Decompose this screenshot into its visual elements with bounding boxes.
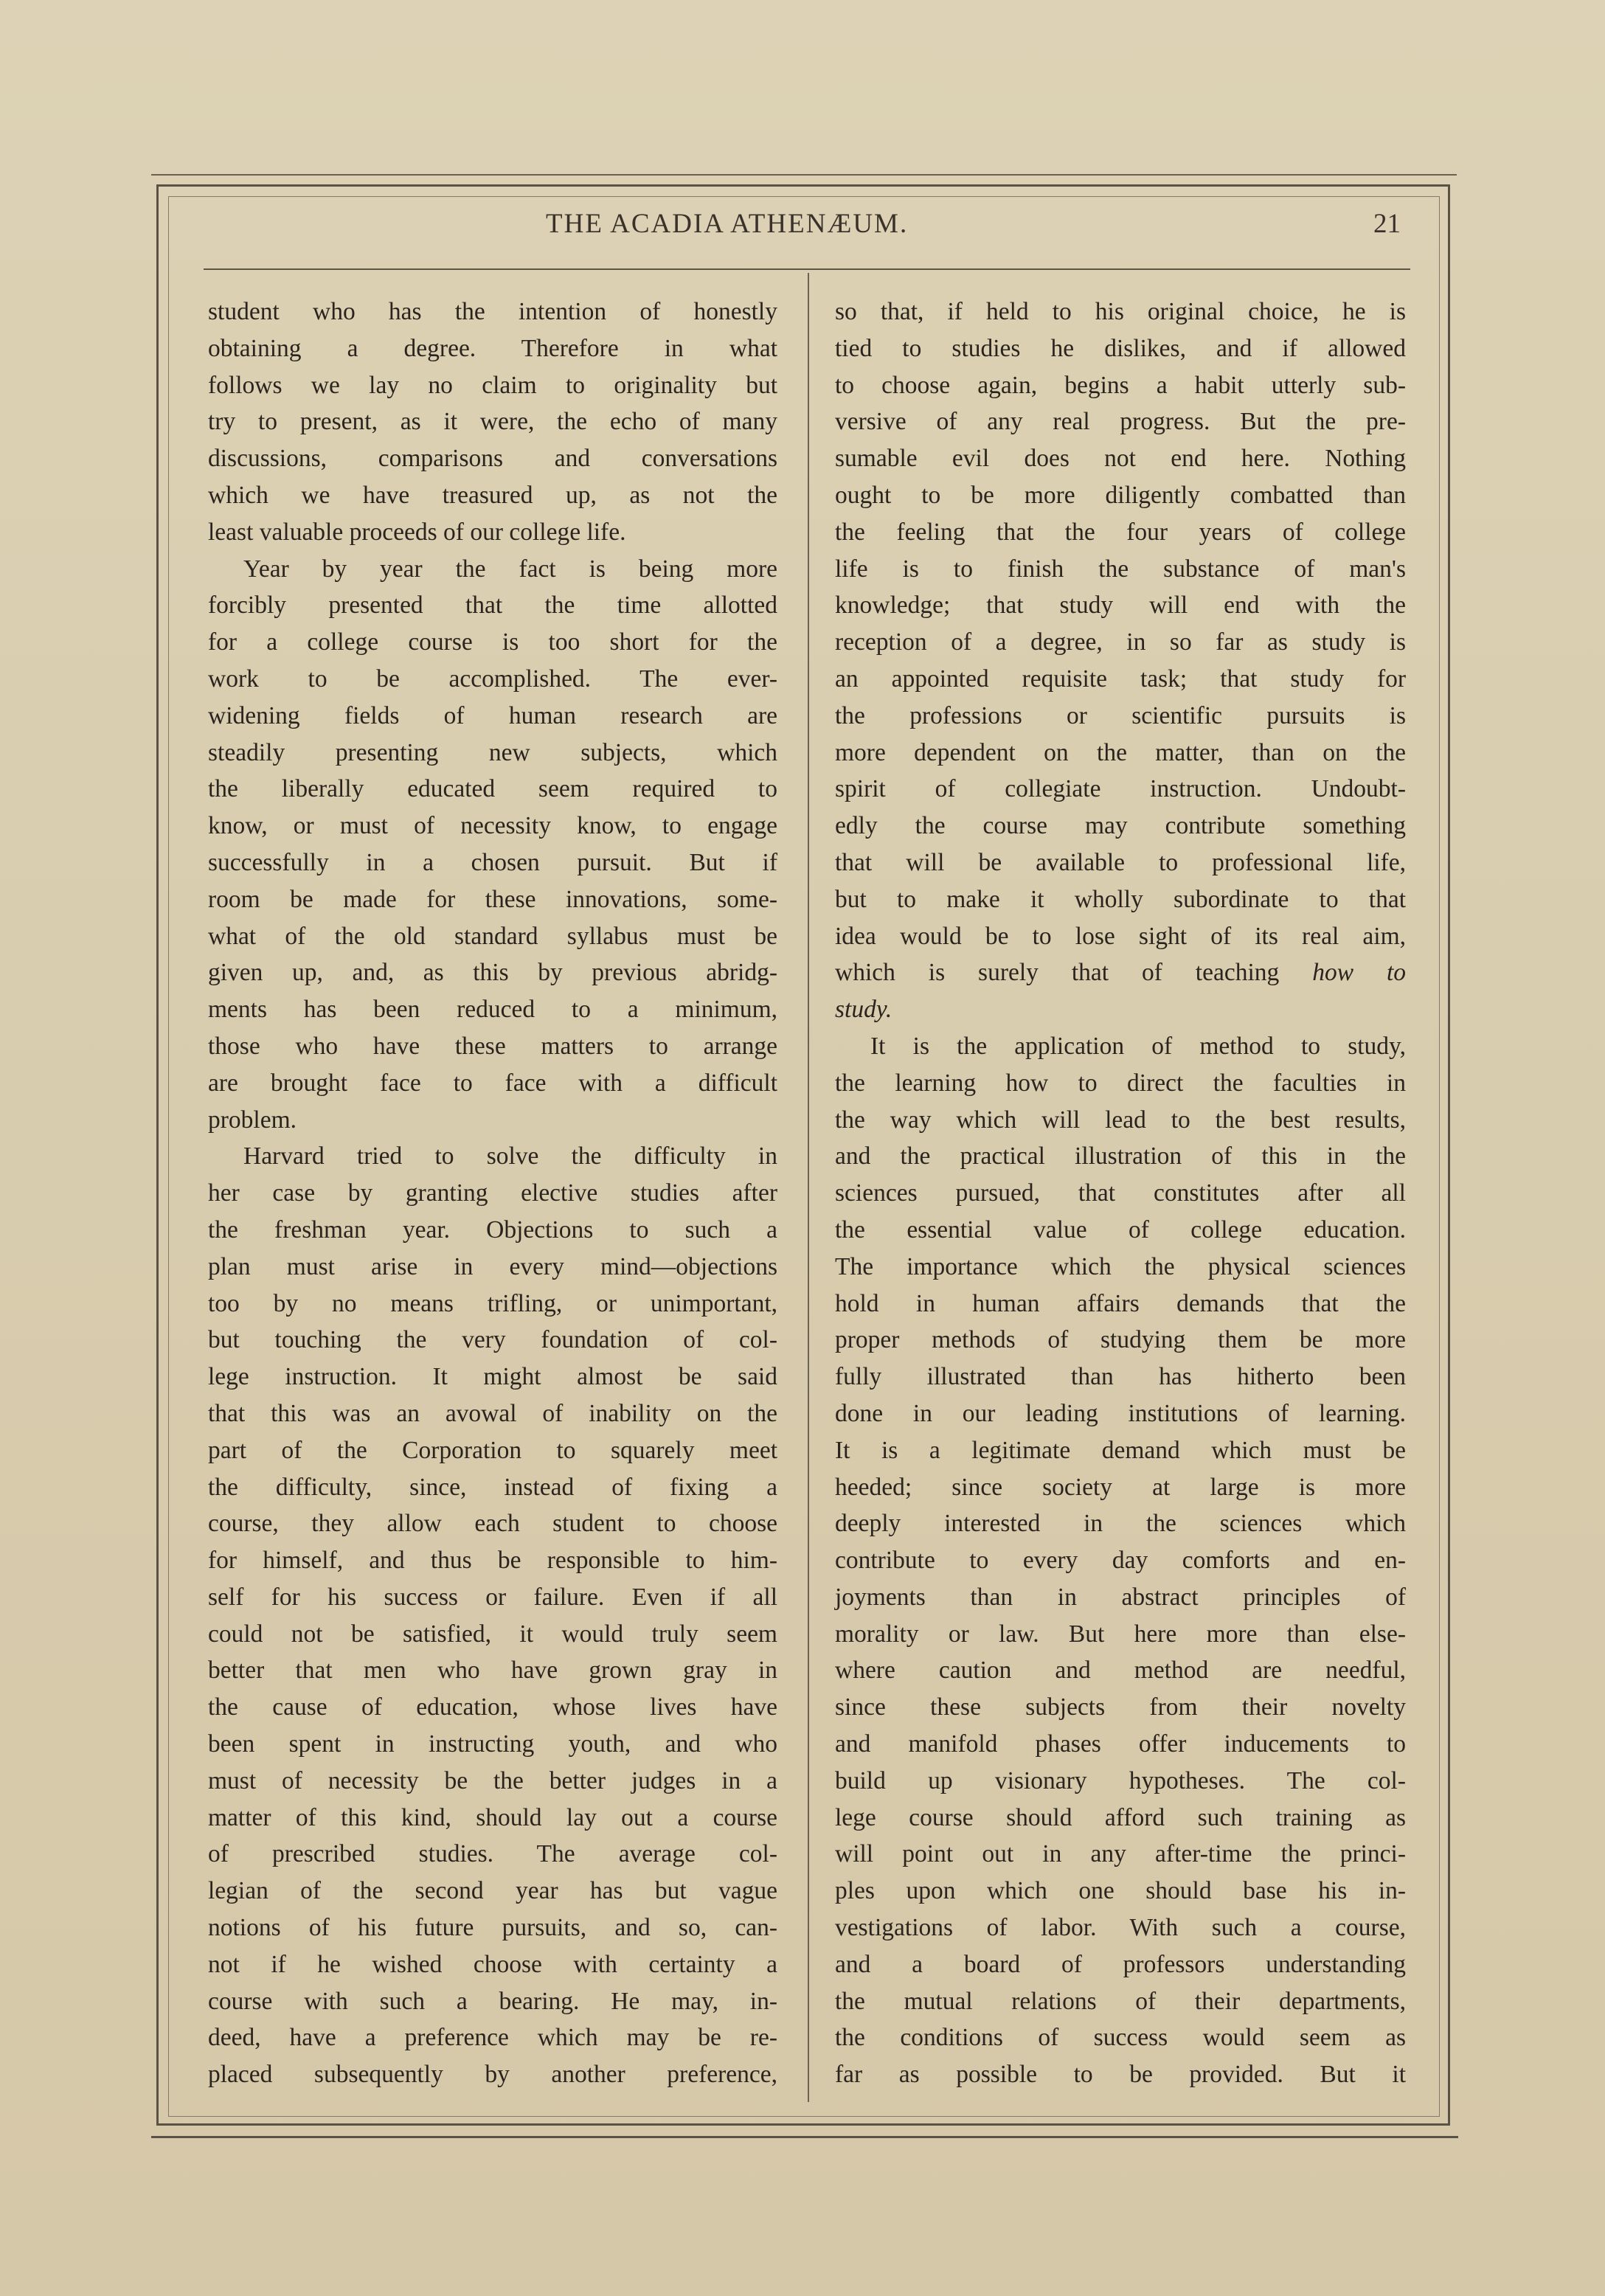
line-text: matter of this kind, should lay out a course	[208, 1803, 777, 1831]
line-text: the mutual relations of their departments,	[835, 1987, 1406, 2015]
text-line	[208, 1689, 777, 1726]
text-line	[835, 294, 1406, 330]
left-column	[208, 294, 777, 2093]
text-line	[208, 1469, 777, 1506]
text-line	[835, 1983, 1406, 2020]
line-text: ples upon which one should base his in-	[835, 1877, 1406, 1905]
text-line	[835, 1212, 1406, 1249]
text-line	[835, 1652, 1406, 1689]
line-text: better that men who have grown gray in	[208, 1657, 777, 1685]
text-line	[835, 624, 1406, 661]
text-line	[208, 1322, 777, 1359]
line-text: placed subsequently by another preference,	[208, 2061, 777, 2089]
text-line	[208, 808, 777, 844]
text-line	[208, 367, 777, 404]
line-text: since these subjects from their novelty	[835, 1693, 1406, 1721]
line-text: reception of a degree, in so far as study is	[835, 628, 1406, 656]
text-line	[208, 1395, 777, 1432]
line-text: done in our leading institutions of learning.	[835, 1399, 1406, 1427]
text-line	[208, 2019, 777, 2056]
text-line	[208, 1726, 777, 1763]
text-line	[835, 1322, 1406, 1359]
line-text: but touching the very foundation of col-	[208, 1326, 777, 1354]
text-line	[208, 514, 777, 551]
text-line	[208, 1579, 777, 1616]
line-text: those who have these matters to arrange	[208, 1032, 777, 1060]
line-text: the freshman year. Objections to such a	[208, 1215, 777, 1244]
line-text: the learning how to direct the faculties in	[835, 1069, 1406, 1097]
text-line	[835, 844, 1406, 881]
text-line	[208, 1763, 777, 1800]
line-text: edly the course may contribute something	[835, 812, 1406, 840]
line-text: The importance which the physical sciences	[835, 1252, 1406, 1280]
line-text: far as possible to be provided. But it	[835, 2061, 1406, 2089]
line-text: course, they allow each student to choose	[208, 1510, 777, 1538]
text-line	[208, 735, 777, 771]
text-line	[835, 735, 1406, 771]
text-line	[835, 1542, 1406, 1579]
text-line	[208, 1800, 777, 1837]
line-text: contribute to every day comforts and en-	[835, 1547, 1406, 1575]
text-line	[835, 1800, 1406, 1837]
line-text: joyments than in abstract principles of	[835, 1583, 1406, 1611]
text-line	[835, 1505, 1406, 1542]
line-text: problem.	[208, 1106, 297, 1134]
line-text: her case by granting elective studies after	[208, 1179, 777, 1207]
line-text: could not be satisfied, it would truly seem	[208, 1620, 777, 1648]
line-text: Harvard tried to solve the difficulty in	[243, 1142, 777, 1170]
line-text: It is the application of method to study,	[870, 1032, 1406, 1060]
text-line	[208, 1249, 777, 1286]
text-line	[835, 440, 1406, 477]
text-line	[835, 514, 1406, 551]
line-text: lege course should afford such training as	[835, 1803, 1406, 1831]
text-line	[835, 1065, 1406, 1102]
text-line	[835, 661, 1406, 698]
line-text: self for his success or failure. Even if all	[208, 1583, 777, 1611]
line-text: an appointed requisite task; that study for	[835, 665, 1406, 693]
text-line	[835, 1946, 1406, 1983]
text-line	[835, 954, 1406, 991]
line-text: which we have treasured up, as not the	[208, 481, 777, 509]
line-text: It is a legitimate demand which must be	[835, 1436, 1406, 1464]
text-line	[208, 1138, 777, 1175]
text-line	[835, 1249, 1406, 1286]
text-line	[208, 1212, 777, 1249]
text-line	[835, 1175, 1406, 1212]
text-line	[208, 1505, 777, 1542]
line-text: been spent in instructing youth, and who	[208, 1730, 777, 1758]
line-text: vestigations of labor. With such a course,	[835, 1914, 1406, 1942]
line-text: morality or law. But here more than else-	[835, 1620, 1406, 1648]
text-line	[835, 1616, 1406, 1653]
text-line	[835, 1469, 1406, 1506]
text-line	[835, 2019, 1406, 2056]
text-line	[835, 367, 1406, 404]
text-line	[835, 477, 1406, 514]
line-text: for himself, and thus be responsible to him-	[208, 1547, 777, 1575]
text-line	[208, 587, 777, 624]
text-line	[208, 881, 777, 918]
line-text: must of necessity be the better judges in a	[208, 1766, 777, 1794]
text-line	[835, 1028, 1406, 1065]
line-text: heeded; since society at large is more	[835, 1473, 1406, 1501]
text-line	[208, 918, 777, 955]
text-line	[208, 1359, 777, 1395]
line-text: which is surely that of teaching	[835, 959, 1280, 987]
line-text: the conditions of success would seem as	[835, 2024, 1406, 2052]
text-line	[208, 1286, 777, 1322]
line-text: forcibly presented that the time allotted	[208, 592, 777, 620]
line-text: proper methods of studying them be more	[835, 1326, 1406, 1354]
line-text: follows we lay no claim to originality but	[208, 371, 777, 399]
line-text: course with such a bearing. He may, in-	[208, 1987, 777, 2015]
line-text: the way which will lead to the best results,	[835, 1106, 1406, 1134]
text-line	[208, 551, 777, 588]
line-text: discussions, comparisons and conversations	[208, 445, 777, 473]
text-line	[835, 1873, 1406, 1910]
line-text: versive of any real progress. But the pre-	[835, 408, 1406, 436]
line-text: tied to studies he dislikes, and if allowed	[835, 334, 1406, 362]
line-text: legian of the second year has but vague	[208, 1877, 777, 1905]
line-text: are brought face to face with a difficult	[208, 1069, 777, 1097]
line-text: for a college course is too short for the	[208, 628, 777, 656]
line-text: lege instruction. It might almost be said	[208, 1363, 777, 1391]
text-line	[835, 881, 1406, 918]
line-text: widening fields of human research are	[208, 701, 777, 729]
running-head: THE ACADIA ATHENÆUM.	[546, 209, 909, 239]
text-line	[835, 771, 1406, 808]
text-line	[208, 771, 777, 808]
text-line	[208, 1028, 777, 1065]
line-text: more dependent on the matter, than on the	[835, 738, 1406, 766]
text-line	[208, 1542, 777, 1579]
text-line	[208, 698, 777, 735]
text-line	[208, 661, 777, 698]
line-text: so that, if held to his original choice, he is	[835, 298, 1406, 325]
line-text: to choose again, begins a habit utterly sub-	[835, 371, 1406, 399]
line-text: successfully in a chosen pursuit. But if	[208, 848, 777, 876]
text-line	[208, 1652, 777, 1689]
text-line	[208, 1616, 777, 1653]
text-line	[208, 403, 777, 440]
line-text: and the practical illustration of this in the	[835, 1142, 1406, 1170]
line-text: the cause of education, whose lives have	[208, 1693, 777, 1721]
text-line	[835, 1359, 1406, 1395]
text-line	[208, 1946, 777, 1983]
line-text: know, or must of necessity know, to engage	[208, 812, 777, 840]
italic-text: how to	[1312, 959, 1407, 987]
line-text: that will be available to professional life,	[835, 848, 1406, 876]
outer-top-rule	[151, 174, 1457, 176]
text-line	[208, 440, 777, 477]
line-text: sumable evil does not end here. Nothing	[835, 445, 1406, 473]
right-column	[835, 294, 1406, 2093]
text-line	[208, 954, 777, 991]
text-line	[835, 1726, 1406, 1763]
text-line	[208, 1910, 777, 1946]
text-line	[835, 1579, 1406, 1616]
text-line	[208, 1983, 777, 2020]
line-text: of prescribed studies. The average col-	[208, 1840, 777, 1868]
line-text: but to make it wholly subordinate to that	[835, 885, 1406, 913]
outer-bottom-rule	[151, 2136, 1458, 2138]
line-text: ought to be more diligently combatted than	[835, 481, 1406, 509]
header-rule	[204, 268, 1410, 270]
line-text: will point out in any after-time the princi-	[835, 1840, 1406, 1868]
text-line	[835, 808, 1406, 844]
line-text: room be made for these innovations, some-	[208, 885, 777, 913]
line-text: and a board of professors understanding	[835, 1950, 1406, 1978]
text-line	[208, 1873, 777, 1910]
line-text: student who has the intention of honestly	[208, 298, 777, 325]
line-text: spirit of collegiate instruction. Undoubt-	[835, 775, 1406, 803]
text-line	[208, 1836, 777, 1873]
text-line	[208, 1065, 777, 1102]
line-text: knowledge; that study will end with the	[835, 592, 1406, 620]
text-line	[208, 2056, 777, 2093]
line-text: steadily presenting new subjects, which	[208, 738, 777, 766]
line-text: deeply interested in the sciences which	[835, 1510, 1406, 1538]
line-text: plan must arise in every mind—objections	[208, 1252, 777, 1280]
line-text: the professions or scientific pursuits is	[835, 701, 1406, 729]
line-text: hold in human affairs demands that the	[835, 1289, 1406, 1317]
line-text: part of the Corporation to squarely meet	[208, 1436, 777, 1464]
text-line	[208, 1432, 777, 1469]
text-line	[835, 587, 1406, 624]
text-line	[835, 1910, 1406, 1946]
text-line	[208, 624, 777, 661]
line-text: not if he wished choose with certainty a	[208, 1950, 777, 1978]
line-text: try to present, as it were, the echo of many	[208, 408, 777, 436]
line-text: work to be accomplished. The ever-	[208, 665, 777, 693]
line-text: build up visionary hypotheses. The col-	[835, 1766, 1406, 1794]
text-line	[835, 991, 1406, 1028]
line-text: deed, have a preference which may be re-	[208, 2024, 777, 2052]
text-line	[835, 1286, 1406, 1322]
line-text: life is to finish the substance of man's	[835, 555, 1406, 583]
line-text: least valuable proceeds of our college life.	[208, 518, 626, 546]
text-line	[835, 1395, 1406, 1432]
text-line	[208, 294, 777, 330]
line-text: what of the old standard syllabus must be	[208, 922, 777, 950]
text-line	[208, 477, 777, 514]
line-text: obtaining a degree. Therefore in what	[208, 334, 777, 362]
text-line	[208, 1175, 777, 1212]
text-line	[208, 330, 777, 367]
text-line	[835, 698, 1406, 735]
text-line	[835, 1836, 1406, 1873]
text-line	[208, 844, 777, 881]
text-line	[835, 1102, 1406, 1139]
line-text: the difficulty, since, instead of fixing a	[208, 1473, 777, 1501]
text-line	[835, 1138, 1406, 1175]
line-text: fully illustrated than has hitherto been	[835, 1363, 1406, 1391]
line-text: and manifold phases offer inducements to	[835, 1730, 1406, 1758]
line-text: that this was an avowal of inability on the	[208, 1399, 777, 1427]
line-text: given up, and, as this by previous abridg-	[208, 959, 777, 987]
line-text: ments has been reduced to a minimum,	[208, 996, 777, 1024]
text-line	[835, 918, 1406, 955]
text-line	[835, 330, 1406, 367]
line-text: too by no means trifling, or unimportant,	[208, 1289, 777, 1317]
line-text: the feeling that the four years of college	[835, 518, 1406, 546]
column-rule	[808, 273, 809, 2102]
line-text: the essential value of college education.	[835, 1215, 1406, 1244]
line-text: where caution and method are needful,	[835, 1657, 1406, 1685]
text-line	[835, 2056, 1406, 2093]
text-line	[208, 1102, 777, 1139]
line-text: Year by year the fact is being more	[243, 555, 777, 583]
text-line	[835, 1432, 1406, 1469]
italic-text: study.	[835, 996, 892, 1024]
line-text: notions of his future pursuits, and so, can-	[208, 1914, 777, 1942]
text-line	[835, 1763, 1406, 1800]
text-line	[835, 1689, 1406, 1726]
line-text: idea would be to lose sight of its real aim,	[835, 922, 1406, 950]
line-text: sciences pursued, that constitutes after all	[835, 1179, 1406, 1207]
text-line	[835, 551, 1406, 588]
text-line	[208, 991, 777, 1028]
page-number: 21	[1373, 209, 1401, 239]
line-text: the liberally educated seem required to	[208, 775, 777, 803]
text-line	[835, 403, 1406, 440]
